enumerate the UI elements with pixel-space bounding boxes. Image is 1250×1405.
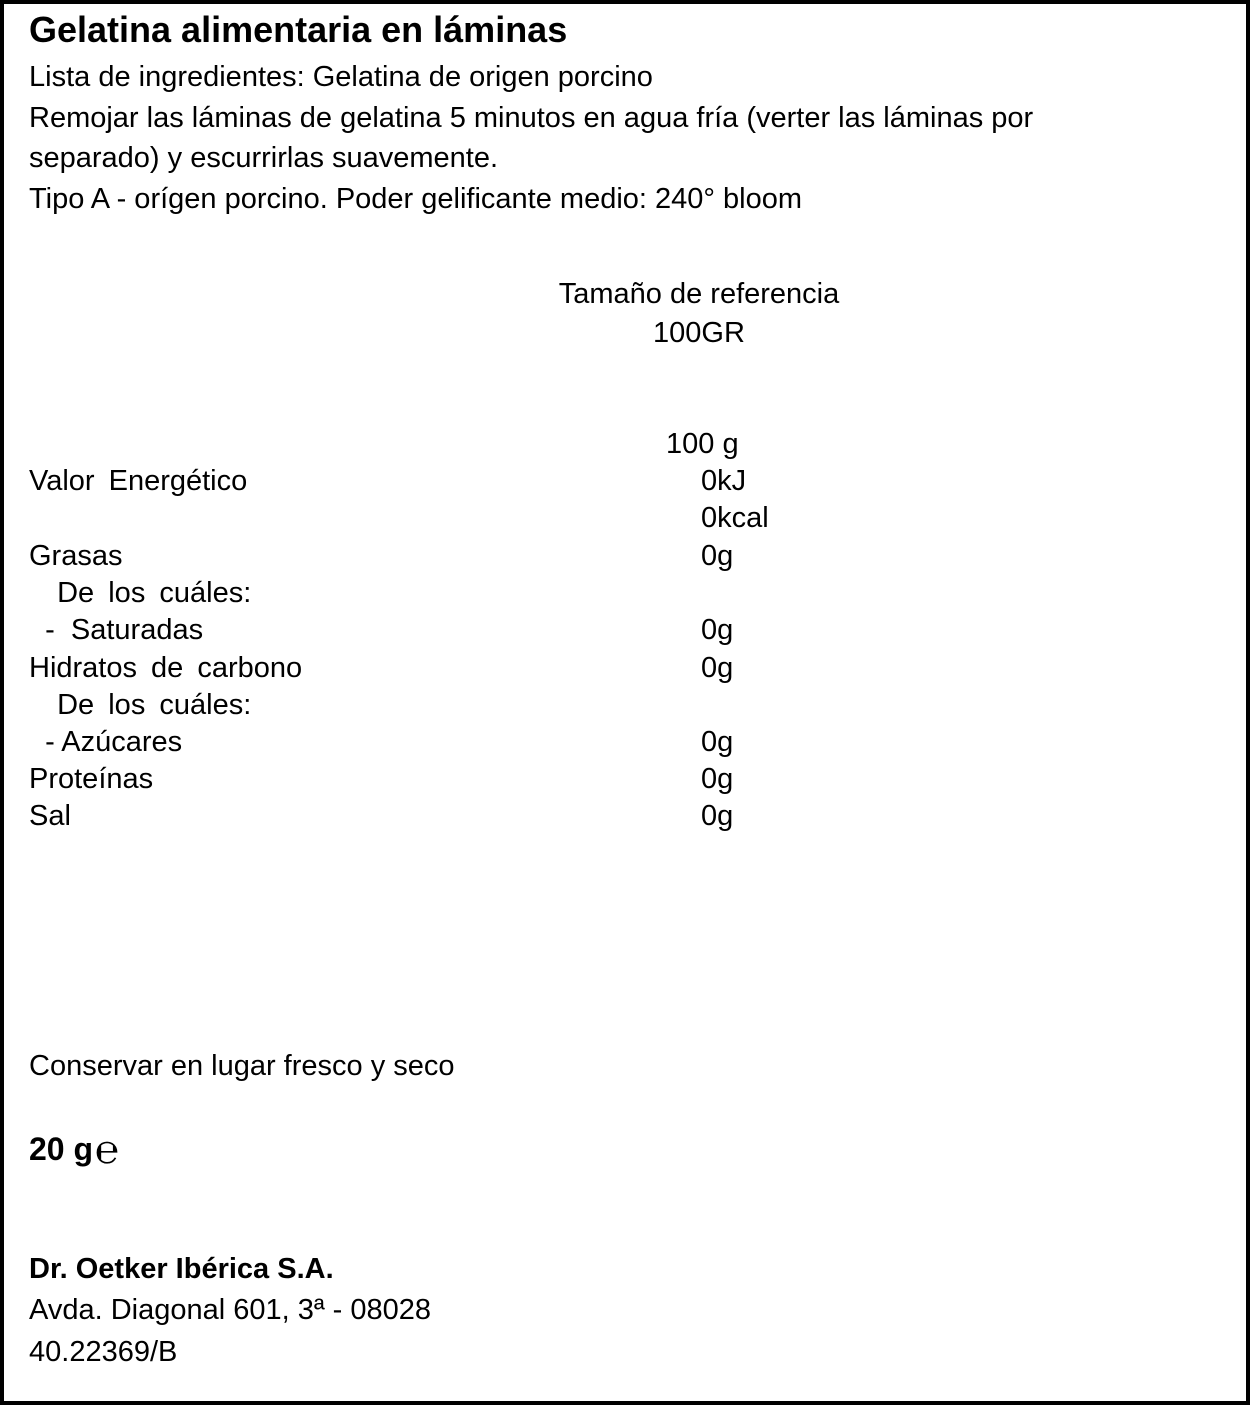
reference-size-value: 100GR (653, 317, 745, 349)
manufacturer-address: Avda. Diagonal 601, 3ª - 08028 (29, 1294, 431, 1326)
nutrition-value-sugars: 0g (701, 726, 734, 758)
nutrition-label-carbs-of-which: De los cuáles: (29, 689, 252, 721)
nutrition-label-energy: Valor Energético (29, 465, 248, 497)
reference-size-label: Tamaño de referencia (558, 278, 840, 310)
nutrition-label-carbohydrates: Hidratos de carbono (29, 652, 303, 684)
nutrition-label-fat-of-which: De los cuáles: (29, 577, 252, 609)
product-title: Gelatina alimentaria en láminas (29, 9, 568, 50)
nutrition-label-salt: Sal (29, 800, 71, 832)
net-weight (29, 1127, 120, 1173)
nutrition-label-fat: Grasas (29, 540, 123, 572)
ingredients-list: Lista de ingredientes: Gelatina de origen porcino (29, 61, 653, 93)
instructions-line-2: separado) y escurrirlas suavemente. (29, 142, 499, 174)
manufacturer-name: Dr. Oetker Ibérica S.A. (29, 1253, 334, 1285)
instructions-line-1: Remojar las láminas de gelatina 5 minutos en agua fría (verter las láminas por (29, 102, 1034, 134)
nutrition-column-header: 100 g (666, 428, 739, 460)
nutrition-label-sugars: - Azúcares (29, 726, 183, 758)
net-weight-amount: 20 g (29, 1131, 94, 1167)
nutrition-value-energy-kcal: 0kcal (701, 502, 769, 534)
nutrition-value-fat: 0g (701, 540, 734, 572)
manufacturer-code: 40.22369/B (29, 1336, 178, 1368)
storage-instructions: Conservar en lugar fresco y seco (29, 1050, 455, 1082)
nutrition-value-energy-kj: 0kJ (701, 465, 747, 497)
nutrition-value-protein: 0g (701, 763, 734, 795)
nutrition-label-protein: Proteínas (29, 763, 154, 795)
nutrition-value-salt: 0g (701, 800, 734, 832)
nutrition-value-carbohydrates: 0g (701, 652, 734, 684)
nutrition-label-saturated: - Saturadas (29, 614, 204, 646)
estimated-sign-icon: ℮ (95, 1127, 120, 1173)
gelatin-type-info: Tipo A - orígen porcino. Poder gelificante medio: 240° bloom (29, 183, 803, 215)
nutrition-value-saturated: 0g (701, 614, 734, 646)
